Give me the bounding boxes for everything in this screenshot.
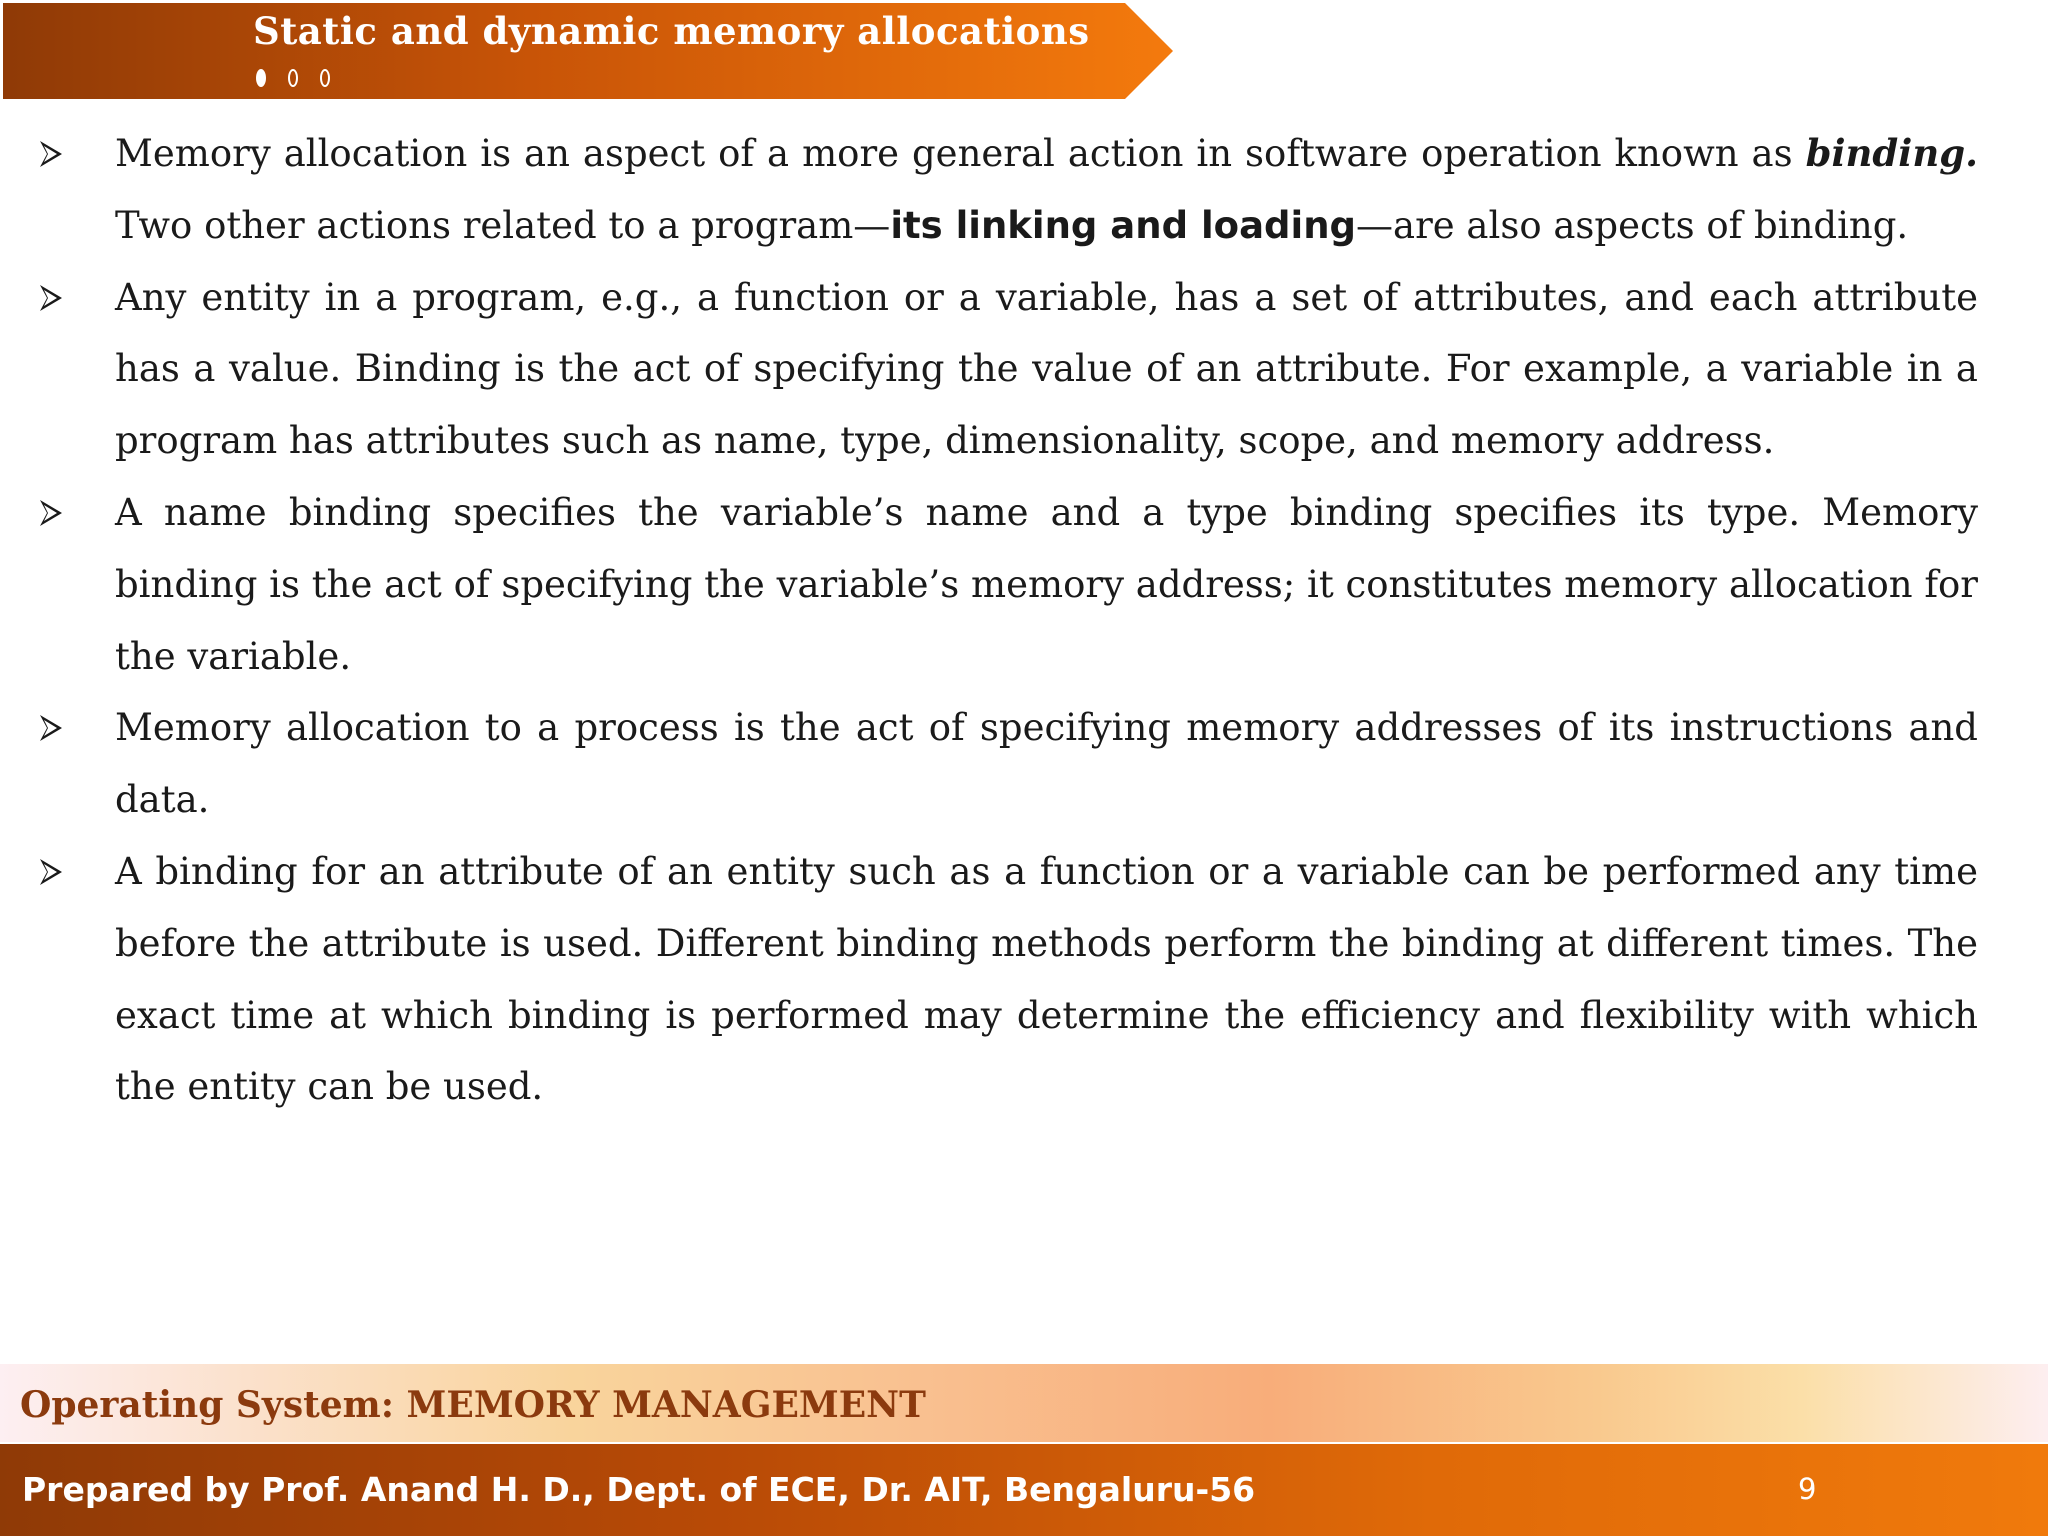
bullet-1-text-c: —are also aspects of binding. — [1356, 203, 1909, 247]
page-number: 9 — [1798, 1472, 1817, 1506]
arrowhead-bullet-icon — [38, 139, 64, 169]
arrowhead-bullet-icon — [38, 498, 64, 528]
slide-title: Static and dynamic memory allocations — [253, 9, 1090, 53]
slide-body — [30, 118, 1978, 1123]
bullet-item-3 — [30, 477, 1978, 692]
footer-bar — [0, 1444, 2048, 1536]
footer-author-credit: Prepared by Prof. Anand H. D., Dept. of ECE, Dr. AIT, Bengaluru-56 — [22, 1470, 1256, 1509]
bullet-2-text: Any entity in a program, e.g., a function or a variable, has a set of attributes, and each attribute has a value. Binding is the act of specifying the value of an attribute. For example, a variable in a program has attributes such as name, type, dimensionality, scope, and memory address. — [115, 275, 1978, 463]
bullet-3-text: A name binding specifies the variable’s name and a type binding specifies its type. Memory binding is the act of specifying the variable’s memory address; it constitutes memory allocation for the variable. — [115, 490, 1978, 678]
arrowhead-bullet-icon — [38, 857, 64, 887]
bullet-1-emphasis: binding. — [1805, 131, 1978, 175]
bullet-item-2 — [30, 262, 1978, 477]
bullet-item-4 — [30, 692, 1978, 836]
bullet-item-1 — [30, 118, 1978, 262]
bullet-1-text-a: Memory allocation is an aspect of a more general action in software operation known as — [115, 132, 1806, 175]
bullet-4-text: Memory allocation to a process is the act of specifying memory addresses of its instructions and data. — [115, 706, 1978, 822]
bullet-1-strong: its linking and loading — [890, 203, 1357, 247]
bullet-1-text-b: Two other actions related to a program— — [115, 203, 891, 247]
footer-subject-strip — [0, 1364, 2048, 1442]
progress-dots — [256, 65, 330, 91]
slide-header-banner — [3, 3, 1173, 99]
footer-subject-title: Operating System: MEMORY MANAGEMENT — [20, 1384, 926, 1426]
arrowhead-bullet-icon — [38, 713, 64, 743]
progress-dot-1 — [256, 69, 266, 87]
bullet-5-text: A binding for an attribute of an entity such as a function or a variable can be performed any time before the attribute is used. Different binding methods perform the binding at different times. The exact time at which binding is performed may determine the efficiency and flexibility with which the entity can be used. — [115, 849, 1978, 1109]
progress-dot-2 — [288, 69, 298, 87]
arrowhead-bullet-icon — [38, 283, 64, 313]
progress-dot-3 — [320, 69, 330, 87]
bullet-item-5 — [30, 836, 1978, 1123]
